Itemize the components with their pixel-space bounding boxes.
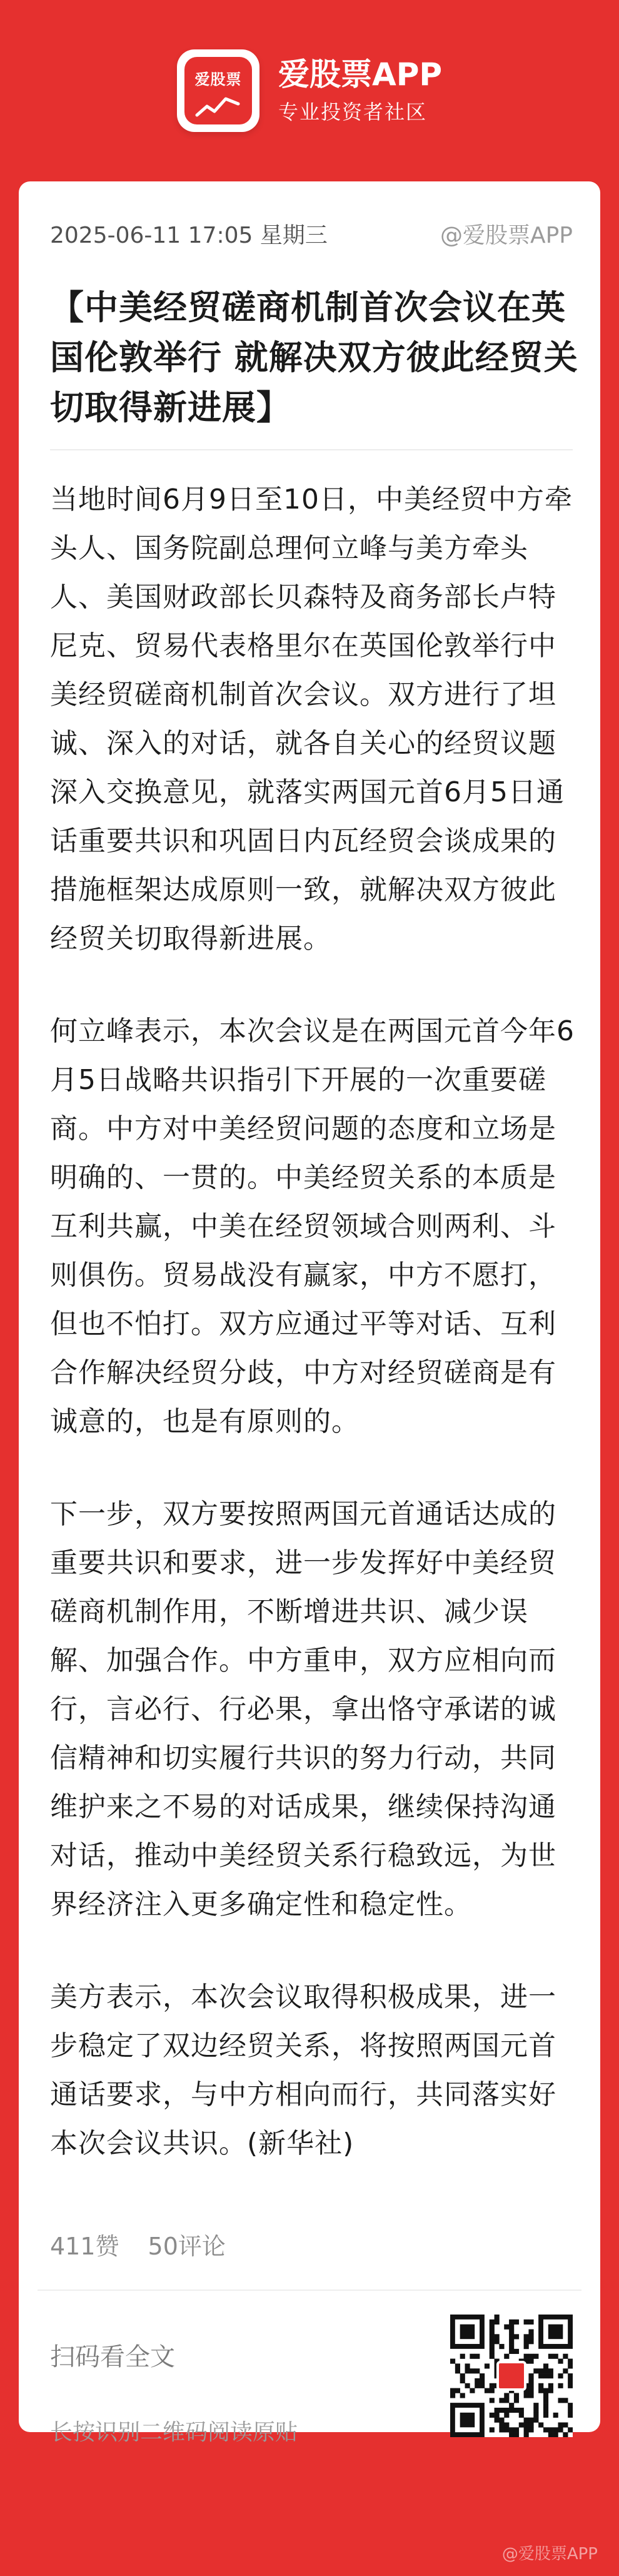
- article-meta: [50, 218, 573, 250]
- qr-center-logo: [496, 2361, 526, 2391]
- footer-divider: [38, 2289, 581, 2291]
- paragraph: 当地时间6月9日至10日，中美经贸中方牵头人、国务院副总理何立峰与美方牵头人、美国财政部长贝森特及商务部长卢特尼克、贸易代表格里尔在英国伦敦举行中美经贸磋商机制首次会议。双方进行了坦诚、深入的对话，就各自关心的经贸议题深入交换意见，就落实两国元首6月5日通话重要共识和巩固日内瓦经贸会谈成果的措施框架达成原则一致，就解决双方彼此经贸关切取得新进展。: [50, 484, 573, 955]
- qr-code[interactable]: [450, 2315, 573, 2437]
- app-header: [0, 0, 619, 181]
- brand: [177, 49, 442, 132]
- title-divider: [50, 449, 573, 450]
- paragraph: 何立峰表示，本次会议是在两国元首今年6月5日战略共识指引下开展的一次重要磋商。中方对中美经贸问题的态度和立场是明确的、一贯的。中美经贸关系的本质是互利共赢，中美在经贸领域合则两利、斗则俱伤。贸易战没有赢家，中方不愿打，但也不怕打。双方应通过平等对话、互利合作解决经贸分歧，中方对经贸磋商是有诚意的，也是有原则的。: [50, 1015, 575, 1438]
- logo-text: 爱股票: [194, 71, 242, 88]
- brand-name: 爱股票APP: [278, 56, 442, 93]
- chart-line-icon: [193, 91, 243, 120]
- scan-label: 扫码看全文: [50, 2343, 175, 2371]
- brand-text: [278, 56, 442, 126]
- brand-tagline: 专业投资者社区: [278, 100, 428, 124]
- paragraph: 美方表示，本次会议取得积极成果，进一步稳定了双边经贸关系，将按照两国元首通话要求，与中方相向而行，共同落实好本次会议共识。(新华社): [50, 1981, 556, 2159]
- qr-hint: 长按识别二维码阅读原贴: [50, 2420, 298, 2445]
- post-datetime: 2025-06-11 17:05 星期三: [50, 223, 328, 248]
- app-logo: [177, 49, 259, 132]
- like-count[interactable]: 411赞: [50, 2233, 119, 2260]
- article-title: 【中美经贸磋商机制首次会议在英国伦敦举行 就解决双方彼此经贸关切取得新进展】: [50, 288, 578, 427]
- article-body: [50, 475, 579, 2212]
- comment-count[interactable]: 50评论: [148, 2233, 226, 2260]
- article-card: [19, 181, 600, 2445]
- watermark: @爱股票APP: [501, 2545, 598, 2563]
- engagement-stats: [50, 2227, 226, 2261]
- post-source[interactable]: @爱股票APP: [440, 223, 573, 248]
- paragraph: 下一步，双方要按照两国元首通话达成的重要共识和要求，进一步发挥好中美经贸磋商机制作用，不断增进共识、减少误解、加强合作。中方重申，双方应相向而行，言必行、行必果，拿出恪守承诺的诚信精神和切实履行共识的努力行动，共同维护来之不易的对话成果，继续保持沟通对话，推动中美经贸关系行稳致远，为世界经济注入更多确定性和稳定性。: [50, 1498, 556, 1920]
- logo-mark: [184, 57, 252, 124]
